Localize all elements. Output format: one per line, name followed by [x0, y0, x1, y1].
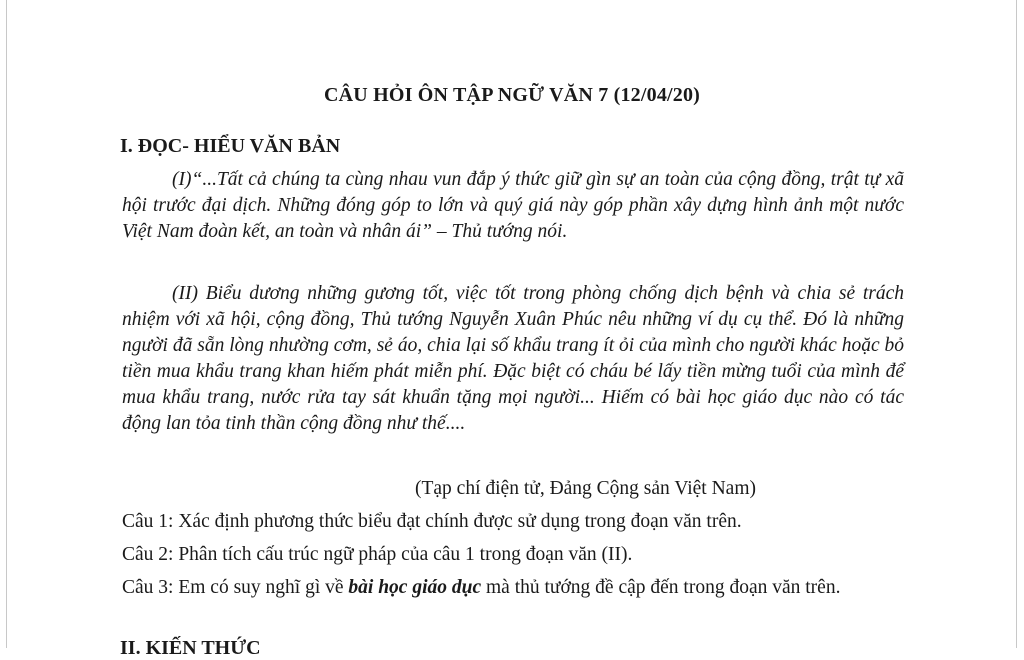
question-3-prefix: Câu 3: Em có suy nghĩ gì về — [122, 577, 349, 598]
question-2: Câu 2: Phân tích cấu trúc ngữ pháp của câu 1 trong đoạn văn (II). — [122, 544, 633, 565]
document-title: CÂU HỎI ÔN TẬP NGỮ VĂN 7 (12/04/20) — [323, 84, 701, 106]
quote-paragraph-1: (I)“...Tất cả chúng ta cùng nhau vun đắp ý thức giữ gìn sự an toàn của cộng đồng, trật tự xã hội trước đại dịch. Những đóng góp to lớn và quý giá này góp phần xây dựng hình ảnh một nước Việt Nam đoàn kết, an toàn và nhân ái” – Thủ tướng nói. — [122, 169, 904, 242]
section-heading: I. ĐỌC- HIỂU VĂN BẢN — [120, 135, 341, 157]
question-3-suffix: mà thủ tướng đề cập đến trong đoạn văn trên. — [481, 577, 841, 598]
question-1: Câu 1: Xác định phương thức biểu đạt chính được sử dụng trong đoạn văn trên. — [122, 511, 742, 532]
next-section-heading: II. KIẾN THỨC — [120, 637, 261, 659]
source-citation: (Tạp chí điện tử, Đảng Cộng sản Việt Nam) — [415, 478, 757, 499]
question-3-emphasis: bài học giáo dục — [348, 577, 482, 598]
question-3 — [122, 571, 912, 604]
quote-paragraph-2: (II) Biểu dương những gương tốt, việc tốt trong phòng chống dịch bệnh và chia sẻ trách nhiệm với xã hội, cộng đồng, Thủ tướng Nguyễn Xuân Phúc nêu những ví dụ cụ thể. Đó là những người đã sẵn lòng nhường cơm, sẻ áo, chia lại số khẩu trang ít ỏi của mình cho người khác hoặc bỏ tiền mua khẩu trang khan hiếm phát miễn phí. Đặc biệt có cháu bé lấy tiền mừng tuổi của mình để mua khẩu trang, nước rửa tay sát khuẩn tặng mọi người... Hiếm có bài học giáo dục nào có tác động lan tỏa tinh thần cộng đồng như thế.... — [122, 283, 904, 434]
